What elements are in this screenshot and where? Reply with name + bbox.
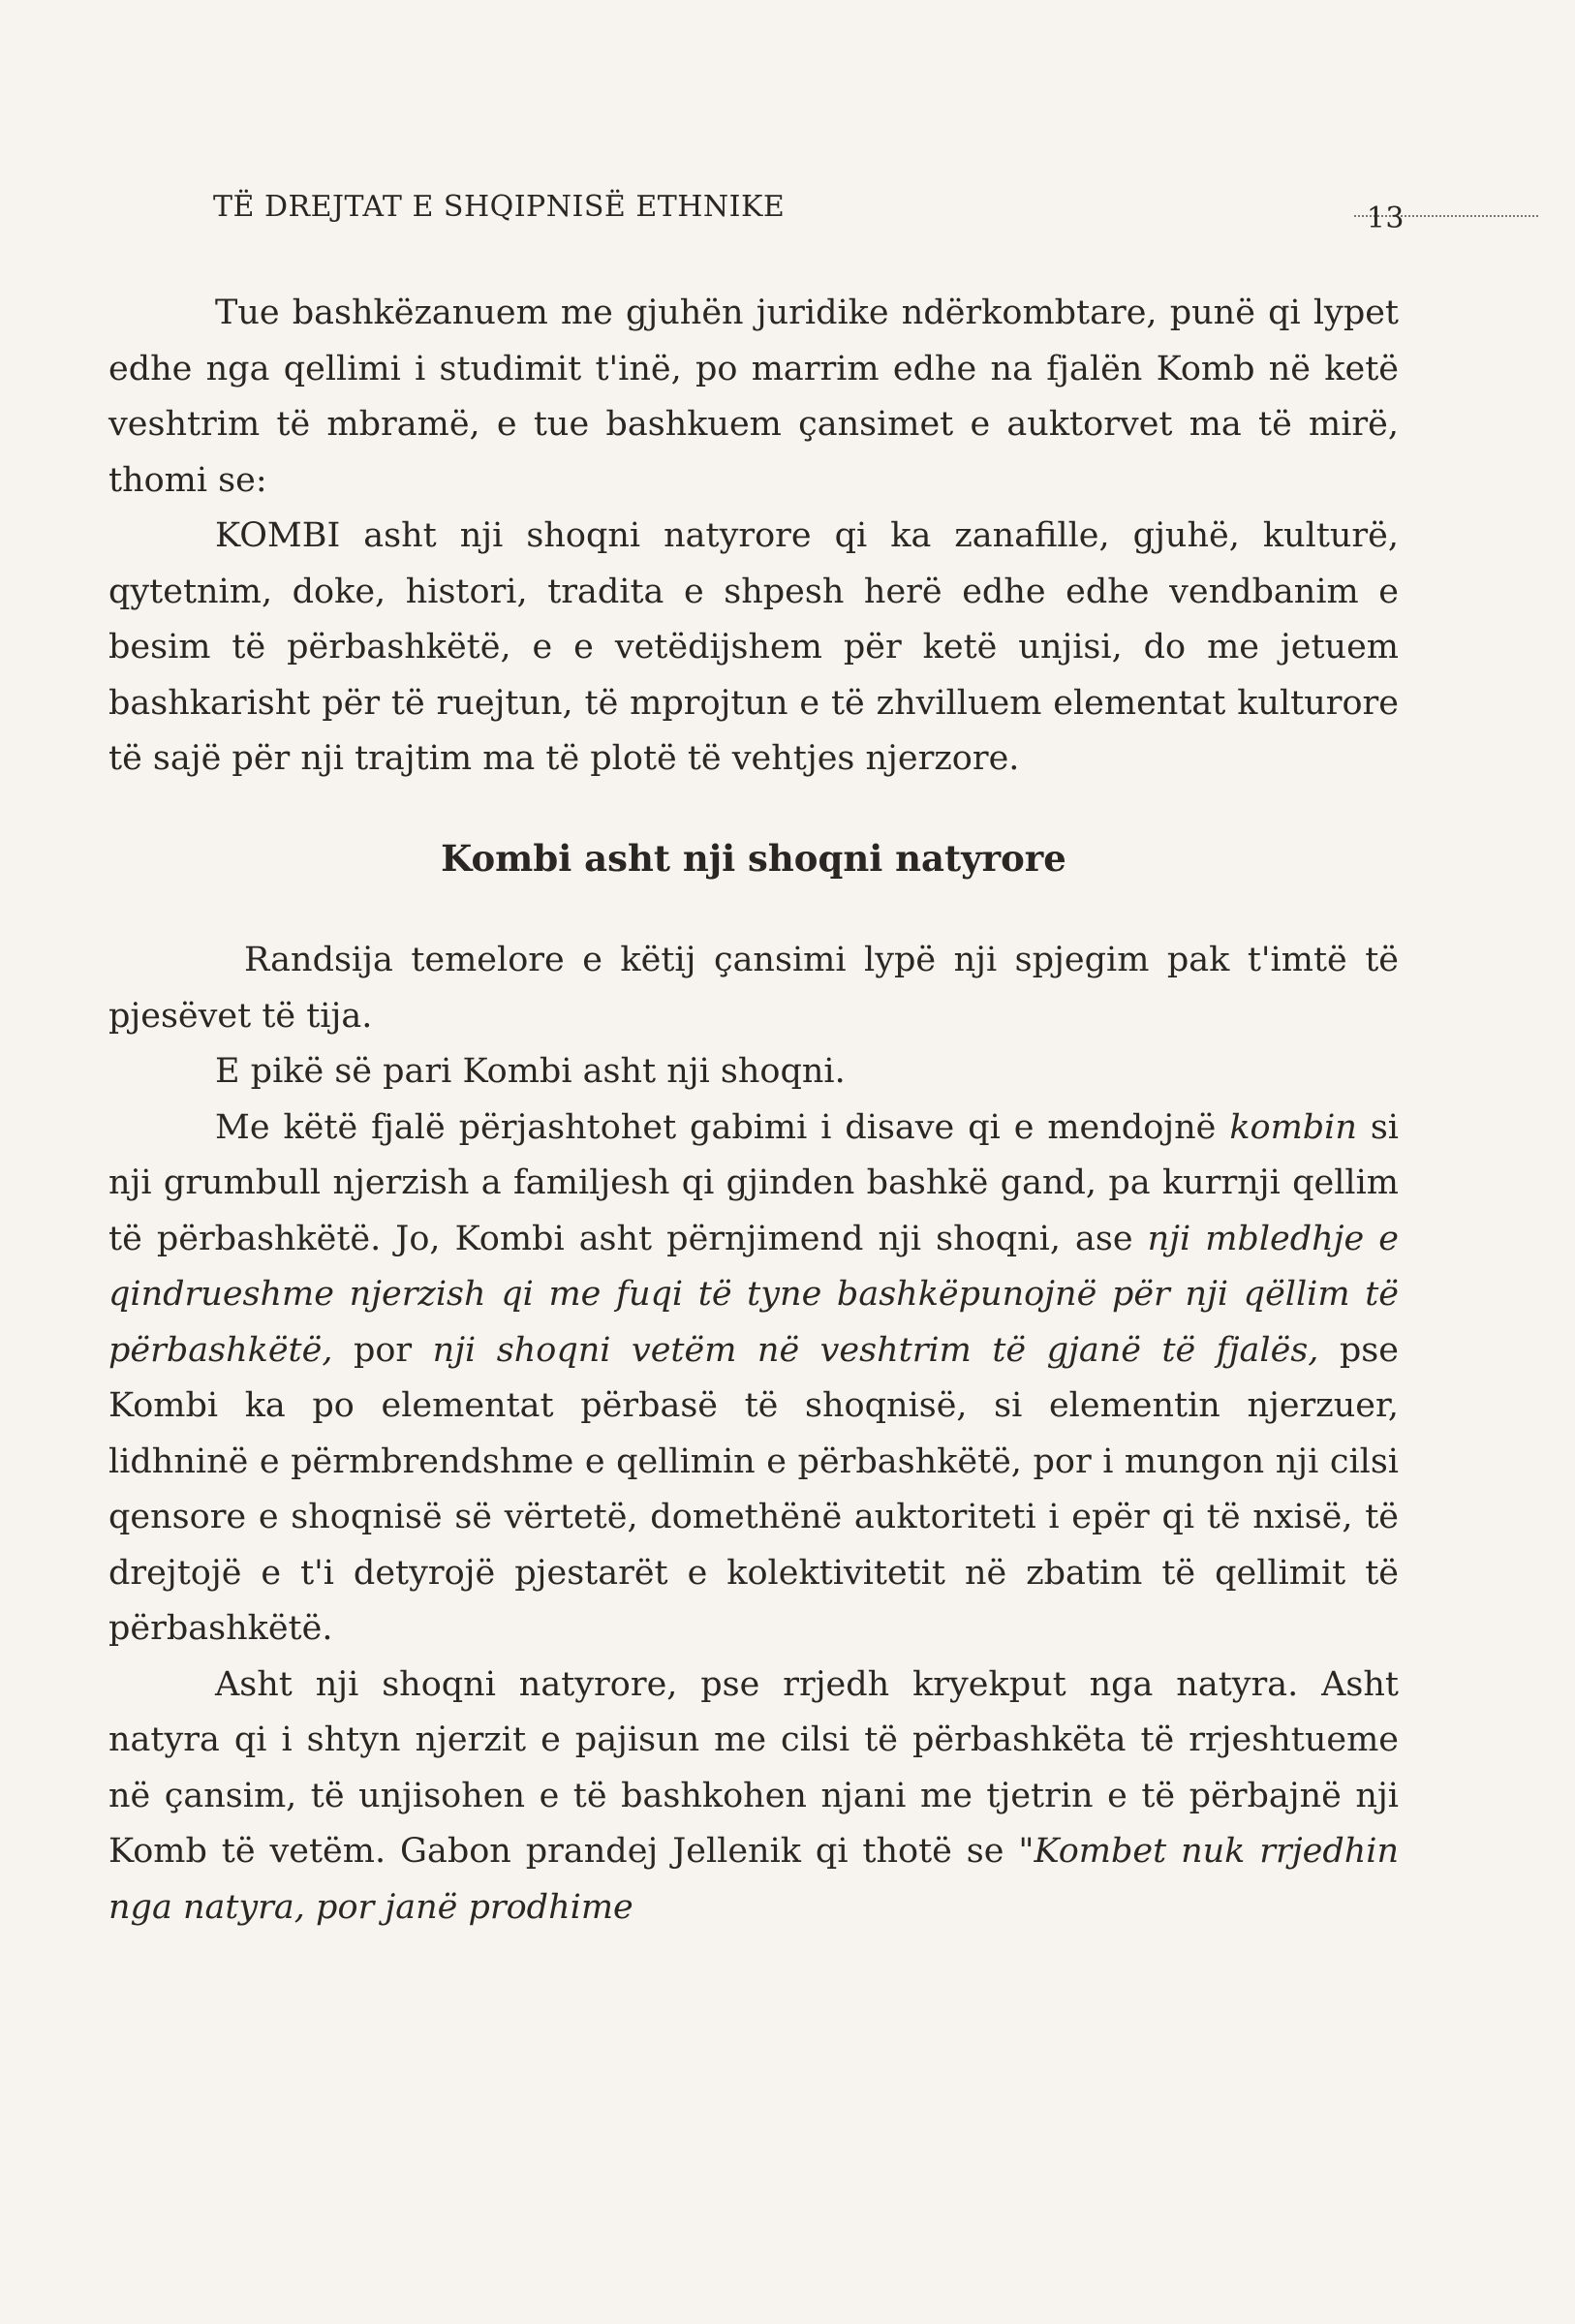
paragraph-3: Randsija temelore e këtij çansimi lypë nji spjegim pak t'imtë të pjesëvet të tija.: [108, 941, 1399, 1036]
section-heading: Kombi asht nji shoqni natyrore: [441, 836, 1066, 880]
paragraph-1: Tue bashkëzanuem me gjuhën juridike ndërkombtare, punë qi lypet edhe nga qellimi i studimit t'inë, po marrim edhe na fjalën Komb në ketë veshtrim të mbramë, e tue bashkuem çansimet e auktorvet ma të mirë, thomi se:: [108, 294, 1399, 500]
paragraph-6: [108, 1658, 1399, 1937]
paragraph-5: [108, 1100, 1399, 1658]
running-head: [213, 190, 1405, 236]
p5-text-a: Me këtë fjalë përjashtohet gabimi i disave qi e mendojnë: [215, 1107, 1230, 1147]
paragraph-4: E pikë së pari Kombi asht nji shoqni.: [215, 1052, 846, 1091]
page-number: 13: [1366, 201, 1405, 235]
p5-italic-kombin: kombin: [1229, 1107, 1357, 1147]
p6-text-a: Asht nji shoqni natyrore, pse rrjedh kryekput nga natyra. Asht natyra qi i shtyn njerzit e pajisun me cilsi të përbashkëta të rrjeshtueme në çansim, të unjisohen e të bashkohen njani me tjetrin e të përbajnë nji Komb të vetëm. Gabon prandej Jellenik qi thotë se: [108, 1664, 1399, 1871]
body-text: [108, 286, 1399, 1936]
p5-text-g: pse Kombi ka po elementat përbasë të shoqnisë, si elementin njerzuer, lidhninë e përmbrendshme e qellimin e përbashkëtë, por i mungon nji cilsi qensore e shoqnisë së vërtetë, domethënë auktoriteti i epër qi të nxisë, të drejtojë e t'i detyrojë pjestarët e kolektivitetit në zbatim të qellimit të përbashkëtë.: [108, 1330, 1399, 1648]
p5-italic-wide-sense: nji shoqni vetëm në veshtrim të gjanë të fjalës,: [432, 1330, 1319, 1370]
p5-italic-definition: nji mbledhje e qindrueshme njerzish qi me fuqi të tyne bashkëpunojnë për nji qëllim të përbashkëtë,: [108, 1219, 1400, 1370]
p5-text-c: si nji grumbull njerzish a familjesh qi gjinden bashkë gand, pa kurrnji qellim të përbashkëtë. Jo, Kombi asht përnjimend nji shoqni, ase: [108, 1107, 1400, 1258]
p6-italic-quote: "Kombet nuk rrjedhin nga natyra, por janë prodhime: [108, 1832, 1399, 1927]
paragraph-2-definition: KOMBI asht nji shoqni natyrore qi ka zanafille, gjuhë, kulturë, qytetnim, doke, histori, tradita e shpesh herë edhe edhe vendbanim e besim të përbashkëtë, e e vetëdijshem për ketë unjisi, do me jetuem bashkarisht për të ruejtun, të mprojtun e të zhvilluem elementat kulturore të sajë për nji trajtim ma të plotë të vehtjes njerzore.: [108, 516, 1399, 778]
running-head-title: TË DREJTAT E SHQIPNISË ETHNIKE: [213, 190, 786, 224]
p5-text-e: por: [332, 1330, 433, 1370]
